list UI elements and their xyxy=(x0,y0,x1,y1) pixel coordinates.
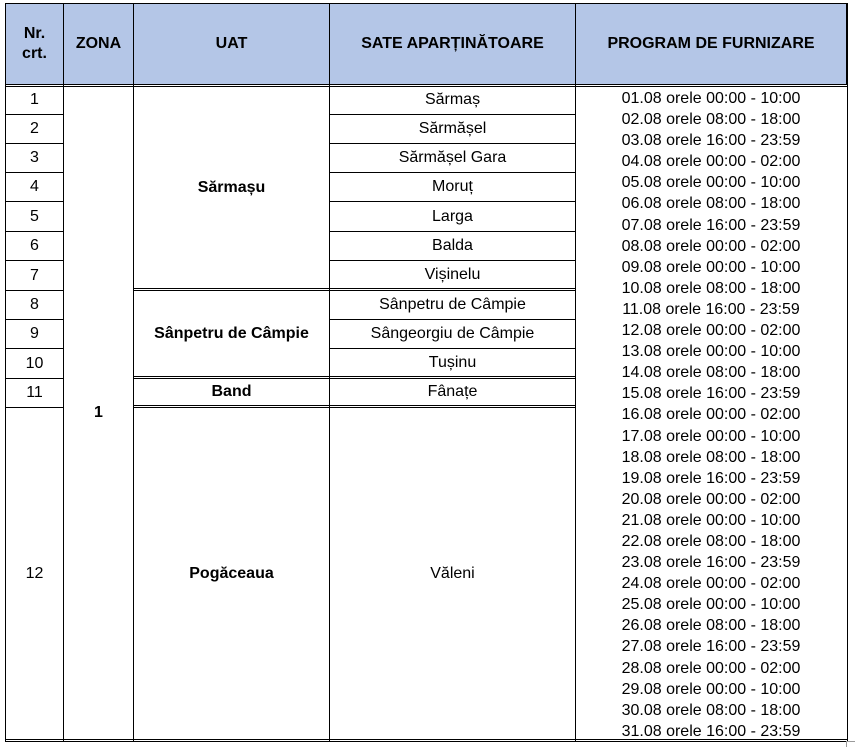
program-entry: 04.08 orele 00:00 - 02:00 xyxy=(621,153,801,171)
program-entry: 07.08 orele 16:00 - 23:59 xyxy=(621,216,801,234)
nr-cell: 3 xyxy=(30,149,39,166)
header-uat: UAT xyxy=(134,4,330,84)
nr-cell: 9 xyxy=(30,325,39,342)
nr-cell: 2 xyxy=(30,120,39,137)
uat-cell: Band xyxy=(211,383,252,400)
nr-cell: 1 xyxy=(30,91,39,108)
program-entry: 27.08 orele 16:00 - 23:59 xyxy=(621,638,801,656)
nr-cell: 6 xyxy=(30,237,39,254)
sat-cell: Vișinelu xyxy=(424,265,481,283)
program-entry: 14.08 orele 08:00 - 18:00 xyxy=(621,364,801,382)
program-entry: 21.08 orele 00:00 - 10:00 xyxy=(621,511,801,529)
program-entry: 12.08 orele 00:00 - 02:00 xyxy=(621,322,801,340)
program-entry: 22.08 orele 08:00 - 18:00 xyxy=(621,532,801,550)
table-top-border xyxy=(5,3,848,4)
sat-cell: Sărmășel Gara xyxy=(398,149,507,166)
sat-row-line xyxy=(330,288,575,289)
program-entry: 24.08 orele 00:00 - 02:00 xyxy=(621,575,801,593)
program-entry: 31.08 orele 16:00 - 23:59 xyxy=(621,722,801,740)
resize-corner-mark xyxy=(846,741,855,747)
program-entry: 09.08 orele 00:00 - 10:00 xyxy=(621,258,801,276)
nr-cell: 12 xyxy=(25,564,44,582)
uat-group-line xyxy=(134,288,329,289)
sat-cell: Moruț xyxy=(432,178,473,195)
program-list xyxy=(576,88,846,742)
nr-cell: 7 xyxy=(30,266,39,284)
sat-cell: Fânațe xyxy=(427,383,478,400)
uat-cell: Pogăceaua xyxy=(189,564,274,582)
program-entry: 15.08 orele 16:00 - 23:59 xyxy=(621,385,801,403)
program-entry: 16.08 orele 00:00 - 02:00 xyxy=(621,406,801,424)
header-sate: SATE APARȚINĂTOARE xyxy=(330,4,576,84)
program-entry: 25.08 orele 00:00 - 10:00 xyxy=(621,596,801,614)
sat-row-line xyxy=(330,376,575,377)
program-entry: 30.08 orele 08:00 - 18:00 xyxy=(621,701,801,719)
sat-cell: Sânpetru de Câmpie xyxy=(379,296,526,313)
program-entry: 18.08 orele 08:00 - 18:00 xyxy=(621,448,801,466)
program-entry: 13.08 orele 00:00 - 10:00 xyxy=(621,343,801,361)
zona-cell: 1 xyxy=(94,404,103,421)
program-entry: 28.08 orele 00:00 - 02:00 xyxy=(621,659,801,677)
sat-row-line xyxy=(330,405,575,406)
sat-cell: Tușinu xyxy=(428,353,477,371)
sat-cell: Balda xyxy=(432,237,473,254)
uat-cell: Sărmașu xyxy=(197,178,266,196)
program-entry: 02.08 orele 08:00 - 18:00 xyxy=(621,111,801,129)
program-entry: 03.08 orele 16:00 - 23:59 xyxy=(621,132,801,150)
program-entry: 19.08 orele 16:00 - 23:59 xyxy=(621,469,801,487)
sat-cell: Sângeorgiu de Câmpie xyxy=(370,325,535,342)
program-entry: 11.08 orele 16:00 - 23:59 xyxy=(622,300,800,318)
program-entry: 29.08 orele 00:00 - 10:00 xyxy=(621,680,801,698)
program-entry: 08.08 orele 00:00 - 02:00 xyxy=(621,237,801,255)
uat-group-line xyxy=(134,376,329,377)
program-entry: 26.08 orele 08:00 - 18:00 xyxy=(621,617,801,635)
header-program: PROGRAM DE FURNIZARE xyxy=(576,4,847,84)
nr-cell: 5 xyxy=(30,207,39,225)
sat-cell: Văleni xyxy=(430,564,475,582)
program-entry: 06.08 orele 08:00 - 18:00 xyxy=(621,195,801,213)
header-zona: ZONA xyxy=(64,4,134,84)
nr-cell: 10 xyxy=(25,354,44,372)
uat-group-line xyxy=(134,405,329,406)
program-entry: 23.08 orele 16:00 - 23:59 xyxy=(621,554,801,572)
nr-cell: 11 xyxy=(26,384,43,401)
program-entry: 01.08 orele 00:00 - 10:00 xyxy=(621,90,801,107)
program-entry: 20.08 orele 00:00 - 02:00 xyxy=(621,490,801,508)
sat-cell: Sărmaș xyxy=(424,91,481,108)
program-entry: 10.08 orele 08:00 - 18:00 xyxy=(621,279,801,297)
nr-cell: 4 xyxy=(30,178,39,195)
sat-cell: Larga xyxy=(432,207,473,225)
program-entry: 05.08 orele 00:00 - 10:00 xyxy=(621,174,801,192)
right-border xyxy=(847,3,848,742)
program-entry: 17.08 orele 00:00 - 10:00 xyxy=(621,427,801,445)
uat-cell: Sânpetru de Câmpie xyxy=(154,324,309,342)
sat-cell: Sărmășel xyxy=(418,120,487,137)
header-bottom-border xyxy=(5,84,848,85)
header-nr-crt: Nr. crt. xyxy=(6,4,64,84)
nr-cell: 8 xyxy=(30,296,39,313)
